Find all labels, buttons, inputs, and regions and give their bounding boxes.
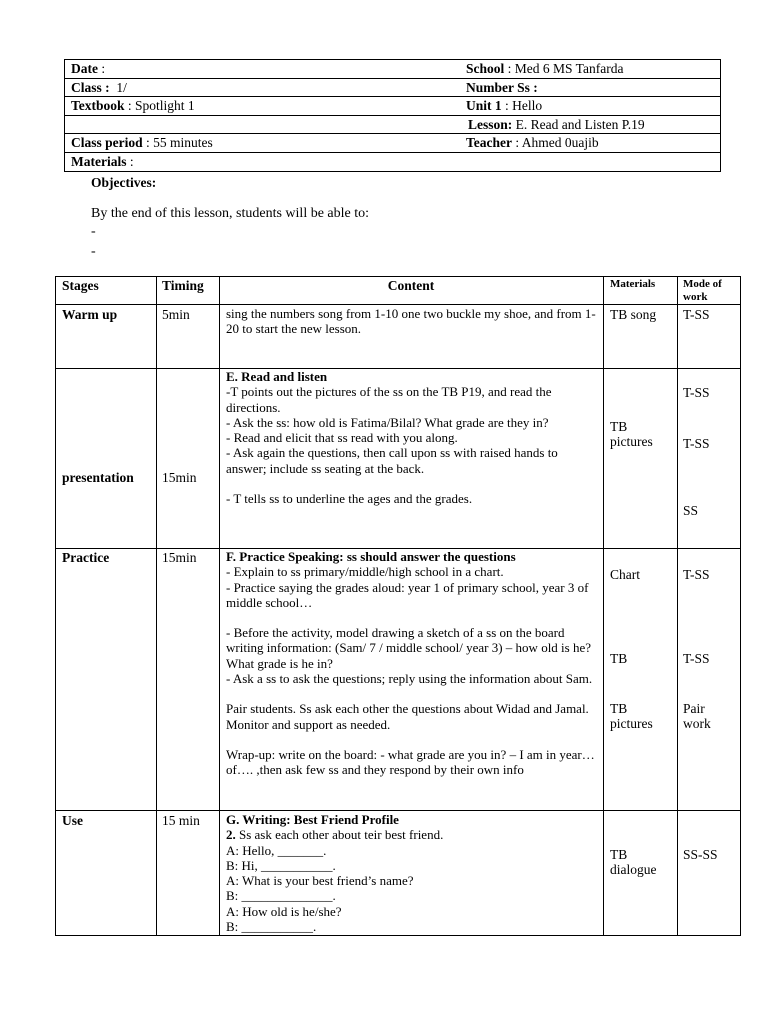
mode-use: SS-SS (683, 847, 718, 862)
class-field: Class : 1/ (71, 79, 127, 95)
materials-warm-up: TB song (610, 307, 657, 322)
use-instruction: 2. Ss ask each other about teir best friend. (226, 827, 444, 843)
objective-bullet-2: - (91, 244, 96, 259)
dialogue-line: B: ______________. (226, 888, 336, 904)
materials-presentation: TB pictures (610, 419, 653, 450)
header-content: Content (387, 278, 435, 293)
objective-bullet-1: - (91, 224, 96, 239)
lesson-field: Lesson: E. Read and Listen P.19 (468, 116, 645, 132)
column-divider (156, 277, 157, 935)
materials-field: Materials : (71, 153, 134, 169)
practice-line: - Ask a ss to ask the questions; reply using the information about Sam. (226, 671, 593, 687)
mode-practice-2: T-SS (683, 651, 710, 666)
class-period-field: Class period : 55 minutes (71, 135, 213, 150)
content-presentation (226, 369, 601, 506)
objectives-title: Objectives: (91, 175, 157, 190)
header-materials: Materials (610, 278, 656, 290)
mode-presentation-3: SS (683, 503, 699, 518)
content-warm-up: sing the numbers song from 1-10 one two buckle my shoe, and from 1-20 to start the new lesson. (226, 306, 596, 337)
presentation-title: E. Read and listen (226, 369, 328, 384)
practice-title: F. Practice Speaking: ss should answer the questions (226, 549, 516, 564)
row-divider (56, 304, 740, 305)
practice-line: - Explain to ss primary/middle/high school in a chart. (226, 564, 504, 580)
presentation-line: - Ask the ss: how old is Fatima/Bilal? What grade are they in? (226, 414, 549, 430)
row-divider (56, 810, 740, 811)
mode-practice-3: Pair work (683, 701, 711, 732)
mode-practice-1: T-SS (683, 567, 710, 582)
lesson-stages-table (55, 276, 741, 936)
header-row-date (65, 60, 720, 79)
practice-line: - Before the activity, model drawing a sketch of a ss on the board writing information: (Sam/ 7 / middle school/ year 3) – how old is he? What grade is he in? (226, 625, 592, 671)
header-row-lesson (65, 116, 720, 135)
timing-use: 15 min (162, 813, 200, 828)
textbook-field: Textbook : Spotlight 1 (71, 98, 195, 113)
stage-warm-up: Warm up (62, 307, 118, 322)
stage-use: Use (62, 813, 83, 828)
content-practice (226, 549, 601, 778)
dialogue-line: A: How old is he/she? (226, 903, 342, 919)
practice-line: - Practice saying the grades aloud: year 1 of primary school, year 3 of middle school… (226, 579, 589, 610)
timing-presentation: 15min (162, 470, 197, 485)
lesson-header-table (64, 59, 721, 172)
header-stages: Stages (62, 278, 99, 293)
objectives-intro: By the end of this lesson, students will be able to: (91, 206, 370, 221)
content-use (226, 812, 601, 934)
mode-presentation-2: T-SS (683, 436, 710, 451)
timing-practice: 15min (162, 550, 197, 565)
column-divider (603, 277, 604, 935)
dialogue-line: B: Hi, ___________. (226, 857, 336, 873)
header-timing: Timing (162, 278, 204, 293)
timing-warm-up: 5min (162, 307, 190, 322)
header-row-materials (65, 153, 720, 172)
stage-practice: Practice (62, 550, 110, 565)
header-row-class (65, 79, 720, 98)
mode-warm-up: T-SS (683, 307, 710, 322)
practice-line: Wrap-up: write on the board: - what grade are you in? – I am in year… of…. ,then ask few ss and they respond by their own info (226, 746, 595, 778)
practice-line: Pair students. Ss ask each other the questions about Widad and Jamal. Monitor and support as needed. (226, 701, 589, 732)
dialogue-line: A: What is your best friend’s name? (226, 873, 414, 889)
header-row-period (65, 134, 720, 153)
column-divider (677, 277, 678, 935)
use-title: G. Writing: Best Friend Profile (226, 812, 399, 827)
materials-use: TB dialogue (610, 847, 657, 878)
stage-presentation: presentation (62, 470, 134, 485)
dialogue-line: B: ___________. (226, 919, 317, 935)
presentation-line: - Ask again the questions, then call upon ss with raised hands to answer; include ss seating at the back. (226, 445, 558, 476)
materials-practice-2: TB (610, 651, 628, 666)
date-field: Date : (71, 61, 106, 76)
presentation-line: - Read and elicit that ss read with you along. (226, 430, 458, 446)
school-field: School : Med 6 MS Tanfarda (466, 61, 624, 76)
column-divider (219, 277, 220, 935)
unit-field: Unit 1 : Hello (466, 98, 543, 113)
presentation-line: - T tells ss to underline the ages and the grades. (226, 491, 473, 507)
header-mode-of-work: Mode of work (683, 278, 722, 303)
mode-presentation-1: T-SS (683, 385, 710, 400)
materials-practice-1: Chart (610, 567, 640, 582)
teacher-field: Teacher : Ahmed 0uajib (466, 135, 599, 150)
number-ss-field: Number Ss : (466, 79, 538, 95)
header-row-textbook (65, 97, 720, 116)
presentation-line: -T points out the pictures of the ss on the TB P19, and read the directions. (226, 384, 552, 415)
materials-practice-3: TB pictures (610, 701, 653, 732)
dialogue-line: A: Hello, _______. (226, 842, 327, 858)
